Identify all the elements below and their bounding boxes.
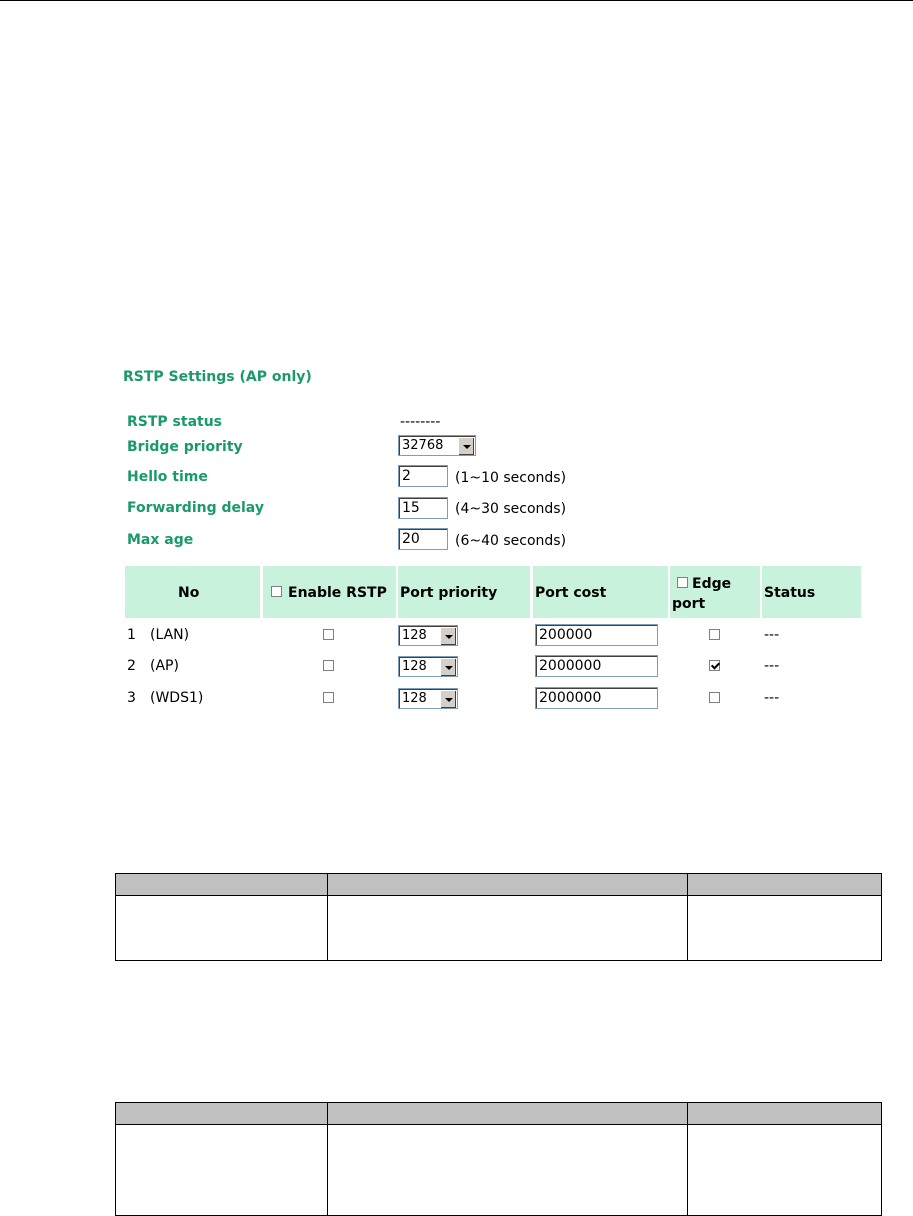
page-top-rule xyxy=(0,0,913,1)
row-port-priority-value: 128 xyxy=(402,691,427,706)
hello-time-input[interactable] xyxy=(398,465,448,487)
dropdown-arrow-icon[interactable] xyxy=(440,627,456,645)
parameter-table-header xyxy=(116,874,881,896)
row-port-priority-value: 128 xyxy=(402,628,427,643)
table-column-divider xyxy=(327,874,328,960)
dropdown-arrow-icon[interactable] xyxy=(440,658,456,676)
bridge-priority-value: 32768 xyxy=(402,438,444,453)
header-edge-port xyxy=(670,566,760,618)
section-title: RSTP Settings (AP only) xyxy=(123,369,312,385)
row-enable-rstp-checkbox[interactable] xyxy=(323,629,334,640)
header-status-label: Status xyxy=(764,585,816,601)
forwarding-delay-label: Forwarding delay xyxy=(127,500,264,516)
hello-time-hint: (1~10 seconds) xyxy=(455,470,567,486)
forwarding-delay-hint: (4~30 seconds) xyxy=(455,501,567,517)
row-port-name: (AP) xyxy=(150,658,179,674)
edge-port-all-checkbox[interactable] xyxy=(677,577,688,588)
header-edge-port-line1: Edge xyxy=(692,576,732,592)
table-column-divider xyxy=(327,1103,328,1215)
row-port-name: (LAN) xyxy=(150,627,190,643)
row-port-name: (WDS1) xyxy=(150,690,204,706)
header-status xyxy=(762,566,861,618)
dropdown-arrow-icon[interactable] xyxy=(458,437,474,455)
bridge-priority-label: Bridge priority xyxy=(127,439,243,455)
header-enable-rstp xyxy=(263,566,396,618)
bridge-priority-select[interactable] xyxy=(398,435,476,456)
row-port-cost-input[interactable] xyxy=(535,624,658,646)
row-port-priority-select[interactable] xyxy=(398,625,458,646)
row-no: 1 xyxy=(127,627,136,643)
max-age-input[interactable] xyxy=(398,528,448,550)
row-edge-port-checkbox[interactable] xyxy=(709,660,720,671)
row-status: --- xyxy=(764,658,780,674)
row-status: --- xyxy=(764,627,780,643)
row-enable-rstp-checkbox[interactable] xyxy=(323,660,334,671)
row-port-cost-input[interactable] xyxy=(535,655,658,677)
row-edge-port-checkbox[interactable] xyxy=(709,692,720,703)
row-port-priority-select[interactable] xyxy=(398,656,458,677)
row-port-priority-value: 128 xyxy=(402,659,427,674)
header-port-cost xyxy=(533,566,668,618)
table-column-divider xyxy=(687,1103,688,1215)
header-port-priority xyxy=(398,566,530,618)
rstp-status-value: -------- xyxy=(400,414,441,430)
row-enable-rstp-checkbox[interactable] xyxy=(323,692,334,703)
header-port-cost-label: Port cost xyxy=(535,585,607,601)
parameter-table-1 xyxy=(115,873,882,961)
enable-rstp-all-checkbox[interactable] xyxy=(271,586,282,597)
row-no: 3 xyxy=(127,690,136,706)
header-enable-rstp-label: Enable RSTP xyxy=(288,585,387,601)
row-no: 2 xyxy=(127,658,136,674)
max-age-label: Max age xyxy=(127,532,194,548)
hello-time-label: Hello time xyxy=(127,469,208,485)
row-edge-port-checkbox[interactable] xyxy=(709,629,720,640)
header-no xyxy=(125,566,260,618)
row-port-cost-input[interactable] xyxy=(535,687,658,709)
header-no-label: No xyxy=(178,585,200,601)
row-status: --- xyxy=(764,690,780,706)
header-edge-port-line2: port xyxy=(672,596,706,612)
parameter-table-2 xyxy=(115,1102,882,1216)
parameter-table-header xyxy=(116,1103,881,1125)
dropdown-arrow-icon[interactable] xyxy=(440,690,456,708)
max-age-hint: (6~40 seconds) xyxy=(455,533,567,549)
forwarding-delay-input[interactable] xyxy=(398,497,448,519)
rstp-status-label: RSTP status xyxy=(127,414,223,430)
header-port-priority-label: Port priority xyxy=(400,585,498,601)
row-port-priority-select[interactable] xyxy=(398,688,458,709)
table-column-divider xyxy=(687,874,688,960)
